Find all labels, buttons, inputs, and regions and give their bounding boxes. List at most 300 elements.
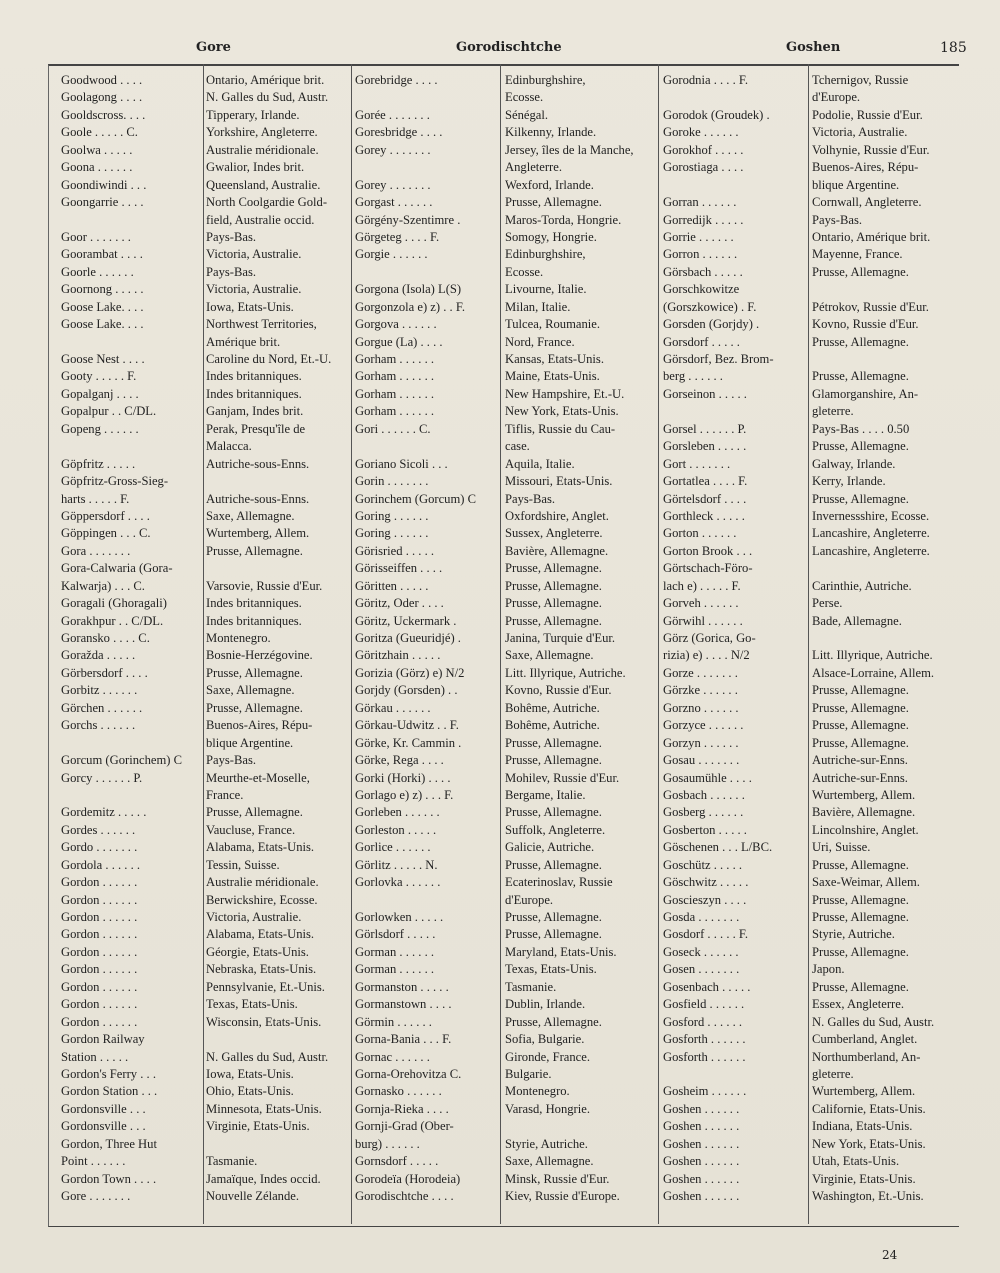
entry-name: Gorinchem (Gorcum) C xyxy=(355,491,477,506)
entry-name: Gorodok (Groudek) . xyxy=(663,107,770,122)
entry-name: Goolagong . . . . xyxy=(61,90,143,105)
entry-name: Point . . . . . . xyxy=(61,1154,126,1169)
entry-name: Göritzhain . . . . . xyxy=(355,648,441,663)
entry-place: blique Argentine. xyxy=(812,177,900,192)
entry-place: New Hampshire, Et.-U. xyxy=(505,386,625,401)
entry-place: Californie, Etats-Unis. xyxy=(812,1101,926,1116)
entry-place: Tiflis, Russie du Cau- xyxy=(505,421,616,436)
entry-name: Görke, Rega . . . . xyxy=(355,753,444,768)
entry-place: Géorgie, Etats-Unis. xyxy=(206,944,309,959)
entry-place: Bade, Allemagne. xyxy=(812,613,902,628)
entry-place: case. xyxy=(505,439,530,454)
entry-place: Pennsylvanie, Et.-Unis. xyxy=(206,979,325,994)
entry-name: Gorodnia . . . . F. xyxy=(663,73,749,87)
entry-name: Göritten . . . . . xyxy=(355,578,429,593)
entry-name: Görtelsdorf . . . . xyxy=(663,491,747,506)
entry-place: Kilkenny, Irlande. xyxy=(505,125,597,140)
entry-place: Tulcea, Roumanie. xyxy=(505,317,601,332)
entry-place: Pays-Bas . . . . 0.50 xyxy=(812,421,910,436)
entry-place: Wexford, Irlande. xyxy=(505,177,594,192)
entry-name: Gorham . . . . . . xyxy=(355,352,435,366)
entry-name: Goolwa . . . . . xyxy=(61,142,133,157)
entry-name: Gorgova . . . . . . xyxy=(355,317,437,332)
entry-name: Gorgue (La) . . . . xyxy=(355,334,443,349)
entry-name: Gosford . . . . . . xyxy=(663,1014,743,1029)
entry-place: Ecosse. xyxy=(505,264,544,279)
entry-place: Sénégal. xyxy=(505,107,549,122)
entry-place: Prusse, Allemagne. xyxy=(812,718,909,733)
entry-place: Essex, Angleterre. xyxy=(812,997,904,1012)
entry-name: Goshen . . . . . . xyxy=(663,1101,740,1116)
column-2-names xyxy=(352,72,501,1205)
entry-place: Victoria, Australie. xyxy=(206,247,302,262)
entry-place xyxy=(206,1031,350,1048)
entry-place: Australie méridionale. xyxy=(206,875,319,890)
entry-name: Gordon . . . . . . xyxy=(61,979,138,994)
entry-name: Görkau . . . . . . xyxy=(355,700,431,715)
entry-place: Ecosse. xyxy=(505,90,544,105)
entry-place: Volhynie, Russie d'Eur. xyxy=(812,142,930,157)
entry-name: Gorgast . . . . . . xyxy=(355,195,433,210)
entry-place: Perak, Presqu'île de xyxy=(206,421,306,436)
entry-name: Göpfritz-Gross-Sieg- xyxy=(61,474,169,489)
entry-name xyxy=(663,177,809,194)
entry-name: Gorze . . . . . . . xyxy=(663,665,738,680)
entry-place: Yorkshire, Angleterre. xyxy=(206,125,318,140)
entry-name: Goshen . . . . . . xyxy=(663,1154,740,1169)
entry-place xyxy=(812,630,958,647)
entry-name: Görkau-Udwitz . . F. xyxy=(355,718,459,733)
entry-place: Autriche-sous-Enns. xyxy=(206,456,310,471)
entry-place: Pays-Bas. xyxy=(206,264,257,279)
entry-name: Gorthleck . . . . . xyxy=(663,508,745,523)
entry-place: Carinthie, Autriche. xyxy=(812,578,912,593)
entry-name: Görgény-Szentimre . xyxy=(355,212,461,227)
entry-name: Göppingen . . . C. xyxy=(61,526,151,541)
entry-name: Goresbridge . . . . xyxy=(355,125,443,140)
entry-place: Pays-Bas. xyxy=(812,212,863,227)
entry-name: Gorin . . . . . . . xyxy=(355,474,429,489)
entry-place: Montenegro. xyxy=(505,1084,570,1099)
entry-name: Gorlovka . . . . . . xyxy=(355,875,441,890)
entry-name xyxy=(61,438,204,455)
entry-place: North Coolgardie Gold- xyxy=(206,195,328,210)
entry-name: Gorham . . . . . . xyxy=(355,404,435,419)
entry-place: Wurtemberg, Allem. xyxy=(206,526,310,541)
entry-name: Gopalpur . . C/DL. xyxy=(61,404,157,419)
entry-name: Gorsdorf . . . . . xyxy=(663,334,740,349)
entry-place: Dublin, Irlande. xyxy=(505,997,586,1012)
entry-place xyxy=(812,281,958,298)
entry-place: Buenos-Aires, Répu- xyxy=(812,160,919,175)
entry-name: Goorambat . . . . xyxy=(61,247,143,262)
entry-place: Saxe, Allemagne. xyxy=(206,683,295,698)
entry-name: Gorée . . . . . . . xyxy=(355,107,430,122)
entry-name: Gosforth . . . . . . xyxy=(663,1032,746,1047)
entry-name: Gordon Station . . . xyxy=(61,1084,158,1099)
entry-name: Gordes . . . . . . xyxy=(61,822,136,837)
entry-place: Kiev, Russie d'Europe. xyxy=(505,1189,620,1203)
entry-place: Janina, Turquie d'Eur. xyxy=(505,631,616,645)
entry-place: Styrie, Autriche. xyxy=(812,927,895,942)
entry-place: Maryland, Etats-Unis. xyxy=(505,944,617,959)
entry-place: Prusse, Allemagne. xyxy=(206,543,303,558)
entry-place: Utah, Etats-Unis. xyxy=(812,1154,900,1169)
entry-name: Gordonsville . . . xyxy=(61,1119,146,1134)
entry-place: Prusse, Allemagne. xyxy=(505,927,602,942)
entry-name: Gorran . . . . . . xyxy=(663,195,737,210)
entry-name xyxy=(61,212,204,229)
entry-place: Meurthe-et-Moselle, xyxy=(206,770,310,785)
entry-place: New York, Etats-Unis. xyxy=(812,1136,926,1151)
entry-name: Gosaumühle . . . . xyxy=(663,770,752,785)
entry-name: Gore . . . . . . . xyxy=(61,1189,131,1203)
entry-name: Görke, Kr. Cammin . xyxy=(355,735,462,750)
entry-place: Saxe-Weimar, Allem. xyxy=(812,875,920,890)
entry-place xyxy=(505,1118,657,1135)
entry-name: Gorleston . . . . . xyxy=(355,822,437,837)
entry-place: Prusse, Allemagne. xyxy=(505,735,602,750)
entry-name: Gorsleben . . . . . xyxy=(663,439,747,454)
entry-place: Invernessshire, Ecosse. xyxy=(812,508,930,523)
entry-name: Gosdorf . . . . . F. xyxy=(663,927,749,942)
entry-place: Maine, Etats-Unis. xyxy=(505,369,600,384)
entry-place: Caroline du Nord, Et.-U. xyxy=(206,352,332,366)
entry-name: Gosberton . . . . . xyxy=(663,822,747,837)
entry-name: Göpfritz . . . . . xyxy=(61,456,136,471)
entry-place: Prusse, Allemagne. xyxy=(505,613,602,628)
entry-name: Goshen . . . . . . xyxy=(663,1189,740,1203)
entry-name: Gorey . . . . . . . xyxy=(355,142,431,157)
entry-name xyxy=(61,735,204,752)
entry-place: Glamorganshire, An- xyxy=(812,386,919,401)
entry-name: Gorsden (Gorjdy) . xyxy=(663,317,760,332)
entry-name: Gorton . . . . . . xyxy=(663,526,737,541)
entry-place: Malacca. xyxy=(206,439,252,454)
entry-place: Kerry, Irlande. xyxy=(812,474,886,489)
entry-place: Nord, France. xyxy=(505,334,575,349)
entry-place: Gwalior, Indes brit. xyxy=(206,160,305,175)
entry-place: Indiana, Etats-Unis. xyxy=(812,1119,913,1134)
entry-place: Suffolk, Angleterre. xyxy=(505,822,606,837)
entry-name: Goražda . . . . . xyxy=(61,648,136,663)
entry-name: Gordola . . . . . . xyxy=(61,857,141,872)
entry-place xyxy=(206,473,350,490)
entry-place: Prusse, Allemagne. xyxy=(206,700,303,715)
entry-place: Bosnie-Herzégovine. xyxy=(206,648,313,663)
entry-name: Gopeng . . . . . . xyxy=(61,421,139,436)
entry-name: Goritza (Gueuridjé) . xyxy=(355,631,461,645)
entry-name xyxy=(355,438,501,455)
entry-name: Gora-Calwaria (Gora- xyxy=(61,561,173,576)
entry-name: Gorki (Horki) . . . . xyxy=(355,770,451,785)
entry-place: d'Europe. xyxy=(812,90,861,105)
entry-name: Goseck . . . . . . xyxy=(663,944,739,959)
entry-name: Gordon . . . . . . xyxy=(61,910,138,924)
entry-name: Gordon . . . . . . xyxy=(61,892,138,907)
entry-name: Gorsel . . . . . . P. xyxy=(663,421,747,436)
entry-name: Gordon Town . . . . xyxy=(61,1171,157,1186)
entry-place: Alabama, Etats-Unis. xyxy=(206,840,315,855)
entry-place: Prusse, Allemagne. xyxy=(206,805,303,820)
entry-place: Prusse, Allemagne. xyxy=(812,369,909,384)
entry-name: Gorgona (Isola) L(S) xyxy=(355,282,462,297)
entry-name: Goona . . . . . . xyxy=(61,160,133,175)
entry-place: Milan, Italie. xyxy=(505,299,571,314)
entry-name: Göschenen . . . L/BC. xyxy=(663,840,773,855)
entry-name: Görisseiffen . . . . xyxy=(355,561,443,576)
entry-place: Japon. xyxy=(812,962,845,977)
entry-place: Virginie, Etats-Unis. xyxy=(812,1171,916,1186)
entry-place: Prusse, Allemagne. xyxy=(505,578,602,593)
entry-name: Gori . . . . . . C. xyxy=(355,421,431,436)
entry-place: Cornwall, Angleterre. xyxy=(812,195,922,210)
entry-name: lach e) . . . . . F. xyxy=(663,578,741,593)
entry-place: Prusse, Allemagne. xyxy=(812,700,909,715)
entry-name: Gormanston . . . . . xyxy=(355,979,449,994)
entry-name: Gorey . . . . . . . xyxy=(355,177,431,192)
entry-place: Pays-Bas. xyxy=(505,491,556,506)
entry-name: Station . . . . . xyxy=(61,1049,129,1064)
entry-name: Gortatlea . . . . F. xyxy=(663,474,748,489)
entry-name: Gorgie . . . . . . xyxy=(355,247,428,262)
entry-name: Goose Lake. . . . xyxy=(61,299,144,314)
entry-name: Göppersdorf . . . . xyxy=(61,508,150,523)
entry-place xyxy=(812,560,958,577)
entry-name: Gorschkowitze xyxy=(663,282,740,297)
entry-name: Gosau . . . . . . . xyxy=(663,753,740,768)
entry-place: Uri, Suisse. xyxy=(812,840,871,855)
entry-place: Missouri, Etats-Unis. xyxy=(505,474,613,489)
entry-name: (Gorszkowice) . F. xyxy=(663,299,757,314)
entry-place: Bergame, Italie. xyxy=(505,787,586,802)
entry-name: Gorodeïa (Horodeia) xyxy=(355,1171,461,1186)
entry-place: Lincolnshire, Anglet. xyxy=(812,822,919,837)
entry-name: Gorron . . . . . . xyxy=(663,247,738,262)
entry-name: Gorbitz . . . . . . xyxy=(61,683,138,698)
entry-place: Wurtemberg, Allem. xyxy=(812,787,916,802)
entry-place: Prusse, Allemagne. xyxy=(812,857,909,872)
entry-place: Australie méridionale. xyxy=(206,142,319,157)
entry-place: Prusse, Allemagne. xyxy=(505,805,602,820)
entry-place: Tessin, Suisse. xyxy=(206,857,280,872)
entry-place: Livourne, Italie. xyxy=(505,282,587,297)
entry-name: Gordon's Ferry . . . xyxy=(61,1066,156,1081)
entry-name: burg) . . . . . . xyxy=(355,1136,420,1151)
entry-place: Amérique brit. xyxy=(206,334,281,349)
entry-name: Gornasko . . . . . . xyxy=(355,1084,442,1099)
entry-name: Goransko . . . . C. xyxy=(61,631,150,645)
entry-name: Gordon . . . . . . xyxy=(61,927,138,942)
entry-place: Victoria, Australie. xyxy=(812,125,908,140)
header-first-entry: Gore xyxy=(196,40,231,55)
entry-name: Gorham . . . . . . xyxy=(355,386,435,401)
entry-name: Gorizia (Görz) e) N/2 xyxy=(355,665,465,680)
entry-place: Queensland, Australie. xyxy=(206,177,321,192)
entry-name xyxy=(355,89,501,106)
entry-place: Litt. Illyrique, Autriche. xyxy=(505,665,626,680)
entry-name xyxy=(61,787,204,804)
entry-name: Göritz, Uckermark . xyxy=(355,613,457,628)
entry-name: Görisried . . . . . xyxy=(355,543,435,558)
entry-name: Goshen . . . . . . xyxy=(663,1136,740,1151)
entry-place: Bohême, Autriche. xyxy=(505,700,600,715)
signature-mark: 24 xyxy=(882,1248,898,1262)
entry-name: Görbersdorf . . . . xyxy=(61,665,148,680)
entry-name: Gorlago e) z) . . . F. xyxy=(355,787,454,802)
entry-place: Maros-Torda, Hongrie. xyxy=(505,212,622,227)
entry-place: Wisconsin, Etats-Unis. xyxy=(206,1014,322,1029)
entry-name: Gorman . . . . . . xyxy=(355,962,435,977)
entry-name: harts . . . . . F. xyxy=(61,491,130,506)
entry-name: Gooldscross. . . . xyxy=(61,107,146,122)
entry-place: Prusse, Allemagne. xyxy=(505,195,602,210)
entry-place: Prusse, Allemagne. xyxy=(505,753,602,768)
entry-name: Gorrie . . . . . . xyxy=(663,229,734,244)
entry-name: Gopalganj . . . . xyxy=(61,386,139,401)
entry-name: Gosda . . . . . . . xyxy=(663,910,740,924)
entry-place: Oxfordshire, Anglet. xyxy=(505,508,609,523)
entry-place: Prusse, Allemagne. xyxy=(505,857,602,872)
entry-place: Prusse, Allemagne. xyxy=(505,1014,602,1029)
entry-place: Washington, Et.-Unis. xyxy=(812,1189,924,1203)
entry-place: Prusse, Allemagne. xyxy=(812,910,909,924)
entry-name xyxy=(663,89,809,106)
entry-place: Nebraska, Etats-Unis. xyxy=(206,962,317,977)
entry-place: Ontario, Amérique brit. xyxy=(812,229,931,244)
entry-name: Gosenbach . . . . . xyxy=(663,979,751,994)
entry-name: Gordemitz . . . . . xyxy=(61,805,147,820)
entry-place: Texas, Etats-Unis. xyxy=(206,997,298,1012)
entry-name: Goole . . . . . C. xyxy=(61,125,138,140)
entry-name: Goragali (Ghoragali) xyxy=(61,596,167,611)
entry-name: Gordon . . . . . . xyxy=(61,875,138,890)
entry-name: Goodwood . . . . xyxy=(61,73,143,87)
entry-place: Pétrokov, Russie d'Eur. xyxy=(812,299,929,314)
entry-place: field, Australie occid. xyxy=(206,212,315,227)
entry-name: Gorlice . . . . . . xyxy=(355,840,431,855)
entry-name: Görtschach-Föro- xyxy=(663,561,753,576)
entry-name: Gordon . . . . . . xyxy=(61,997,138,1012)
entry-place: Autriche-sur-Enns. xyxy=(812,753,908,768)
entry-place: Tasmanie. xyxy=(505,979,557,994)
entry-name: Göritz, Oder . . . . xyxy=(355,596,444,611)
entry-name: Gorredijk . . . . . xyxy=(663,212,744,227)
entry-place: Texas, Etats-Unis. xyxy=(505,962,597,977)
column-3-names xyxy=(660,72,809,1205)
running-header xyxy=(0,40,1000,64)
entry-place: Alsace-Lorraine, Allem. xyxy=(812,665,935,680)
entry-name: Gordo . . . . . . . xyxy=(61,840,138,855)
entry-name: Görsbach . . . . . xyxy=(663,264,743,279)
entry-name: Gorakhpur . . C/DL. xyxy=(61,613,164,628)
entry-place: Varasd, Hongrie. xyxy=(505,1101,590,1116)
entry-place: Victoria, Australie. xyxy=(206,282,302,297)
entry-name: Görmin . . . . . . xyxy=(355,1014,432,1029)
entry-name: Gora . . . . . . . xyxy=(61,543,131,558)
entry-place: Edinburghshire, xyxy=(505,247,586,262)
entry-place: France. xyxy=(206,787,244,802)
entry-place: Kovno, Russie d'Eur. xyxy=(812,317,919,332)
entry-name: Gordon . . . . . . xyxy=(61,962,138,977)
entry-name: Gort . . . . . . . xyxy=(663,456,731,471)
entry-place: Somogy, Hongrie. xyxy=(505,229,597,244)
entry-place: Iowa, Etats-Unis. xyxy=(206,299,294,314)
entry-place: Prusse, Allemagne. xyxy=(812,439,909,454)
entry-name: Goondiwindi . . . xyxy=(61,177,147,192)
entry-place: Nouvelle Zélande. xyxy=(206,1189,300,1203)
entry-name: Görlitz . . . . . N. xyxy=(355,857,438,872)
entry-name: Goring . . . . . . xyxy=(355,526,429,541)
entry-place: Tasmanie. xyxy=(206,1154,258,1169)
entry-place: Prusse, Allemagne. xyxy=(812,491,909,506)
entry-place: Indes britanniques. xyxy=(206,596,302,611)
entry-place: Edinburghshire, xyxy=(505,73,586,87)
entry-name: Gorcum (Gorinchem) C xyxy=(61,753,183,768)
entry-name: Gorzyce . . . . . . xyxy=(663,718,744,733)
entry-place: gleterre. xyxy=(812,1066,854,1081)
entry-name: Gorchs . . . . . . xyxy=(61,718,136,733)
entry-place: Galicie, Autriche. xyxy=(505,840,595,855)
entry-place: d'Europe. xyxy=(505,892,554,907)
entry-name: Gorseinon . . . . . xyxy=(663,386,747,401)
entry-name: Gorna-Bania . . . F. xyxy=(355,1032,452,1047)
entry-place: Ohio, Etats-Unis. xyxy=(206,1084,294,1099)
entry-name: Gorzno . . . . . . xyxy=(663,700,739,715)
entry-place: Northumberland, An- xyxy=(812,1049,921,1064)
entry-place: Wurtemberg, Allem. xyxy=(812,1084,916,1099)
entry-place: Podolie, Russie d'Eur. xyxy=(812,107,923,122)
entry-place: Prusse, Allemagne. xyxy=(505,910,602,924)
entry-place: Lancashire, Angleterre. xyxy=(812,543,930,558)
entry-place: Prusse, Allemagne. xyxy=(812,735,909,750)
entry-name: Goose Nest . . . . xyxy=(61,352,145,366)
entry-place: Tipperary, Irlande. xyxy=(206,107,300,122)
entry-place: Prusse, Allemagne. xyxy=(505,561,602,576)
entry-name: Gorlowken . . . . . xyxy=(355,910,444,924)
entry-place: Prusse, Allemagne. xyxy=(812,683,909,698)
entry-name xyxy=(61,334,204,351)
entry-place: Ecaterinoslav, Russie xyxy=(505,875,613,890)
entry-name: Gorokhof . . . . . xyxy=(663,142,744,157)
entry-place: Buenos-Aires, Répu- xyxy=(206,718,313,733)
entry-place: Sussex, Angleterre. xyxy=(505,526,603,541)
entry-place: Prusse, Allemagne. xyxy=(505,596,602,611)
page-number: 185 xyxy=(940,40,967,56)
entry-place: Varsovie, Russie d'Eur. xyxy=(206,578,323,593)
entry-name: Gorleben . . . . . . xyxy=(355,805,440,820)
entry-name: Gorham . . . . . . xyxy=(355,369,435,384)
entry-name: Gosbach . . . . . . xyxy=(663,787,745,802)
entry-place: New York, Etats-Unis. xyxy=(505,404,619,419)
entry-name: Gosforth . . . . . . xyxy=(663,1049,746,1064)
entry-place: Vaucluse, France. xyxy=(206,822,296,837)
entry-place: Minnesota, Etats-Unis. xyxy=(206,1101,322,1116)
entry-name: Gordon Railway xyxy=(61,1032,145,1047)
entry-name: Goornong . . . . . xyxy=(61,282,144,297)
entry-place xyxy=(206,1136,350,1153)
entry-name: Gornac . . . . . . xyxy=(355,1049,430,1064)
entry-place: gleterre. xyxy=(812,404,854,419)
entry-name: Gordonsville . . . xyxy=(61,1101,146,1116)
entry-name: Gornja-Rieka . . . . xyxy=(355,1101,449,1116)
entry-place: Prusse, Allemagne. xyxy=(812,944,909,959)
entry-place: Styrie, Autriche. xyxy=(505,1136,588,1151)
entry-name xyxy=(355,892,501,909)
entry-name: Gooty . . . . . F. xyxy=(61,369,137,384)
entry-name: Gorman . . . . . . xyxy=(355,944,435,959)
header-last-entry: Goshen xyxy=(786,40,841,55)
